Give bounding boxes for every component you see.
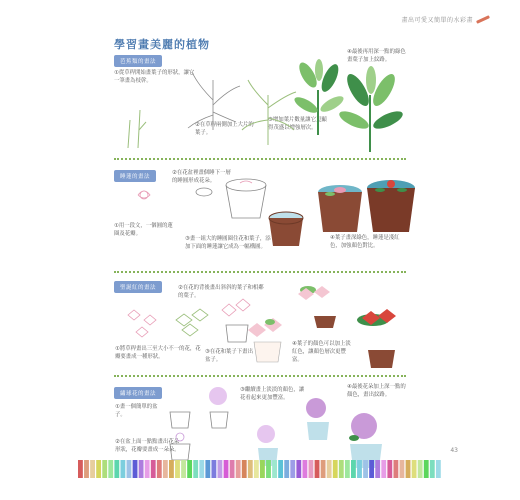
banana-step-1: ①從草稈開始畫葉子的形狀，讓它一筆畫為枝幹。 (114, 70, 195, 84)
waterlily-illustrations (118, 170, 418, 260)
pencil (108, 460, 113, 478)
pencil (272, 460, 277, 478)
pencil (266, 460, 271, 478)
pencil (375, 460, 380, 478)
poinsettia-sketch-1 (128, 310, 156, 337)
pencil (181, 460, 186, 478)
pencil (284, 460, 289, 478)
banana-step-2: ②在草稈兩側加上大片的葉子。 (195, 122, 254, 136)
poinsettia-color-3 (357, 309, 396, 368)
poinsettia-color-2 (298, 286, 336, 328)
pencil (309, 460, 314, 478)
pencil (412, 460, 417, 478)
section-tag-banana: 芭蕉類的畫法 (114, 55, 162, 67)
section-tag-poinsettia: 聖誕紅的畫法 (114, 281, 162, 293)
pencil (218, 460, 223, 478)
poinsettia-color-1 (248, 318, 282, 362)
pencil (90, 460, 95, 478)
waterlily-step-3: ③畫一組大的睡圓圈住花和葉子，添加下面的睡蓮讓它成為一幅構圖。 (185, 236, 271, 250)
hydrangea-sketch-3 (209, 387, 228, 428)
pencil (387, 460, 392, 478)
pencil (315, 460, 320, 478)
pencil (193, 460, 198, 478)
section-divider-3 (114, 375, 406, 377)
banana-color-1 (292, 59, 346, 135)
pencil (400, 460, 405, 478)
pencil (296, 460, 301, 478)
pencil (157, 460, 162, 478)
pencil (381, 460, 386, 478)
pencil (102, 460, 107, 478)
pencil (211, 460, 216, 478)
poinsettia-step-4: ④葉子的顏色可以加上淡紅色，讓顏色層次更豐富。 (292, 341, 351, 363)
pencil (424, 460, 429, 478)
banana-sketch-2 (188, 72, 240, 130)
pencil (151, 460, 156, 478)
pencil (96, 460, 101, 478)
pencil (393, 460, 398, 478)
pencil (333, 460, 338, 478)
pencil (230, 460, 235, 478)
hydrangea-sketch-1 (170, 412, 190, 428)
hydrangea-step-1: ①畫一個簡單的盆子。 (115, 404, 158, 418)
pencil (302, 460, 307, 478)
pencil (127, 460, 132, 478)
pencil (260, 460, 265, 478)
header-tag (401, 15, 490, 24)
pencil (224, 460, 229, 478)
poinsettia-illustrations (118, 280, 418, 375)
pencil (290, 460, 295, 478)
pencil (120, 460, 125, 478)
pencil (254, 460, 259, 478)
pencil (187, 460, 192, 478)
poinsettia-step-3: ③在花和葉子下畫出盆子。 (205, 349, 253, 363)
waterlily-pot-2 (318, 185, 362, 232)
pencil (133, 460, 138, 478)
header-tag-text: 畫出可愛又簡單的水彩畫 (401, 17, 473, 24)
pencil (406, 460, 411, 478)
section-tag-waterlily: 睡蓮的畫法 (114, 170, 156, 182)
pencil (430, 460, 435, 478)
hydrangea-step-4: ④最後花朵加上深一點的顏色，畫出紋路。 (347, 384, 406, 398)
pencil (363, 460, 368, 478)
section-tag-hydrangea: 繡球花的畫法 (114, 387, 162, 399)
pencil (84, 460, 89, 478)
pencil (369, 460, 374, 478)
pencil (78, 460, 83, 478)
pencil (436, 460, 441, 478)
banana-illustrations (118, 60, 408, 155)
pencil (205, 460, 210, 478)
poinsettia-step-2: ②在花的背後畫出斜斜的葉子和相鄰的葉子。 (178, 285, 264, 299)
pencil (418, 460, 423, 478)
pencil (139, 460, 144, 478)
pencil (114, 460, 119, 478)
hydrangea-step-3: ③繼續畫上淡淡的顏色，讓花看起來更加豐富。 (240, 387, 305, 401)
waterlily-sketch-1 (138, 191, 150, 199)
banana-step-3: ③增加葉片數量讓它更顯得茂盛以增強層次。 (268, 117, 327, 131)
pencil (357, 460, 362, 478)
page-number: 43 (450, 447, 458, 454)
pencil (236, 460, 241, 478)
banana-sketch-3 (242, 80, 296, 145)
pencil (169, 460, 174, 478)
pencil (199, 460, 204, 478)
colored-pencils-strip (78, 458, 442, 478)
hydrangea-color-1 (306, 398, 329, 440)
page-title: 學習畫美麗的植物 (114, 38, 210, 51)
banana-color-2 (337, 66, 405, 152)
banana-step-4: ④最後再用深一點的綠色畫葉子加上紋路。 (347, 49, 406, 63)
hydrangea-sketch-2 (170, 433, 190, 460)
waterlily-pot-1 (269, 212, 303, 246)
pencil (248, 460, 253, 478)
pencil (242, 460, 247, 478)
pencil (163, 460, 168, 478)
section-divider-2 (114, 271, 406, 273)
waterlily-step-4: ④葉子畫深綠色，睡蓮是淺紅色，加強顏色對比。 (330, 235, 400, 249)
poinsettia-sketch-2 (176, 309, 208, 336)
pencil (278, 460, 283, 478)
pencil (339, 460, 344, 478)
pencil (345, 460, 350, 478)
poinsettia-step-1: ①將草稈畫出三至大小不一的花，花瓣要畫成一種形狀。 (115, 346, 201, 360)
pencil (175, 460, 180, 478)
pencil (145, 460, 150, 478)
poinsettia-sketch-3 (222, 299, 250, 342)
pencil-icon (476, 15, 490, 24)
waterlily-pot-3 (367, 180, 415, 232)
pencil (351, 460, 356, 478)
waterlily-sketch-2 (196, 179, 266, 218)
hydrangea-step-2: ②在盆上面一點點畫出花朵形狀，花瓣要畫成一朵朵。 (115, 439, 180, 453)
banana-sketch-1 (128, 110, 146, 148)
pencil (321, 460, 326, 478)
pencil (327, 460, 332, 478)
waterlily-step-1: ①用一段文，一個圓的蓮圈及花瓣。 (114, 223, 173, 237)
section-divider-1 (114, 158, 406, 160)
waterlily-step-2: ②在花盆裡畫個睡下一層的睡圓形成花朵。 (172, 170, 231, 184)
